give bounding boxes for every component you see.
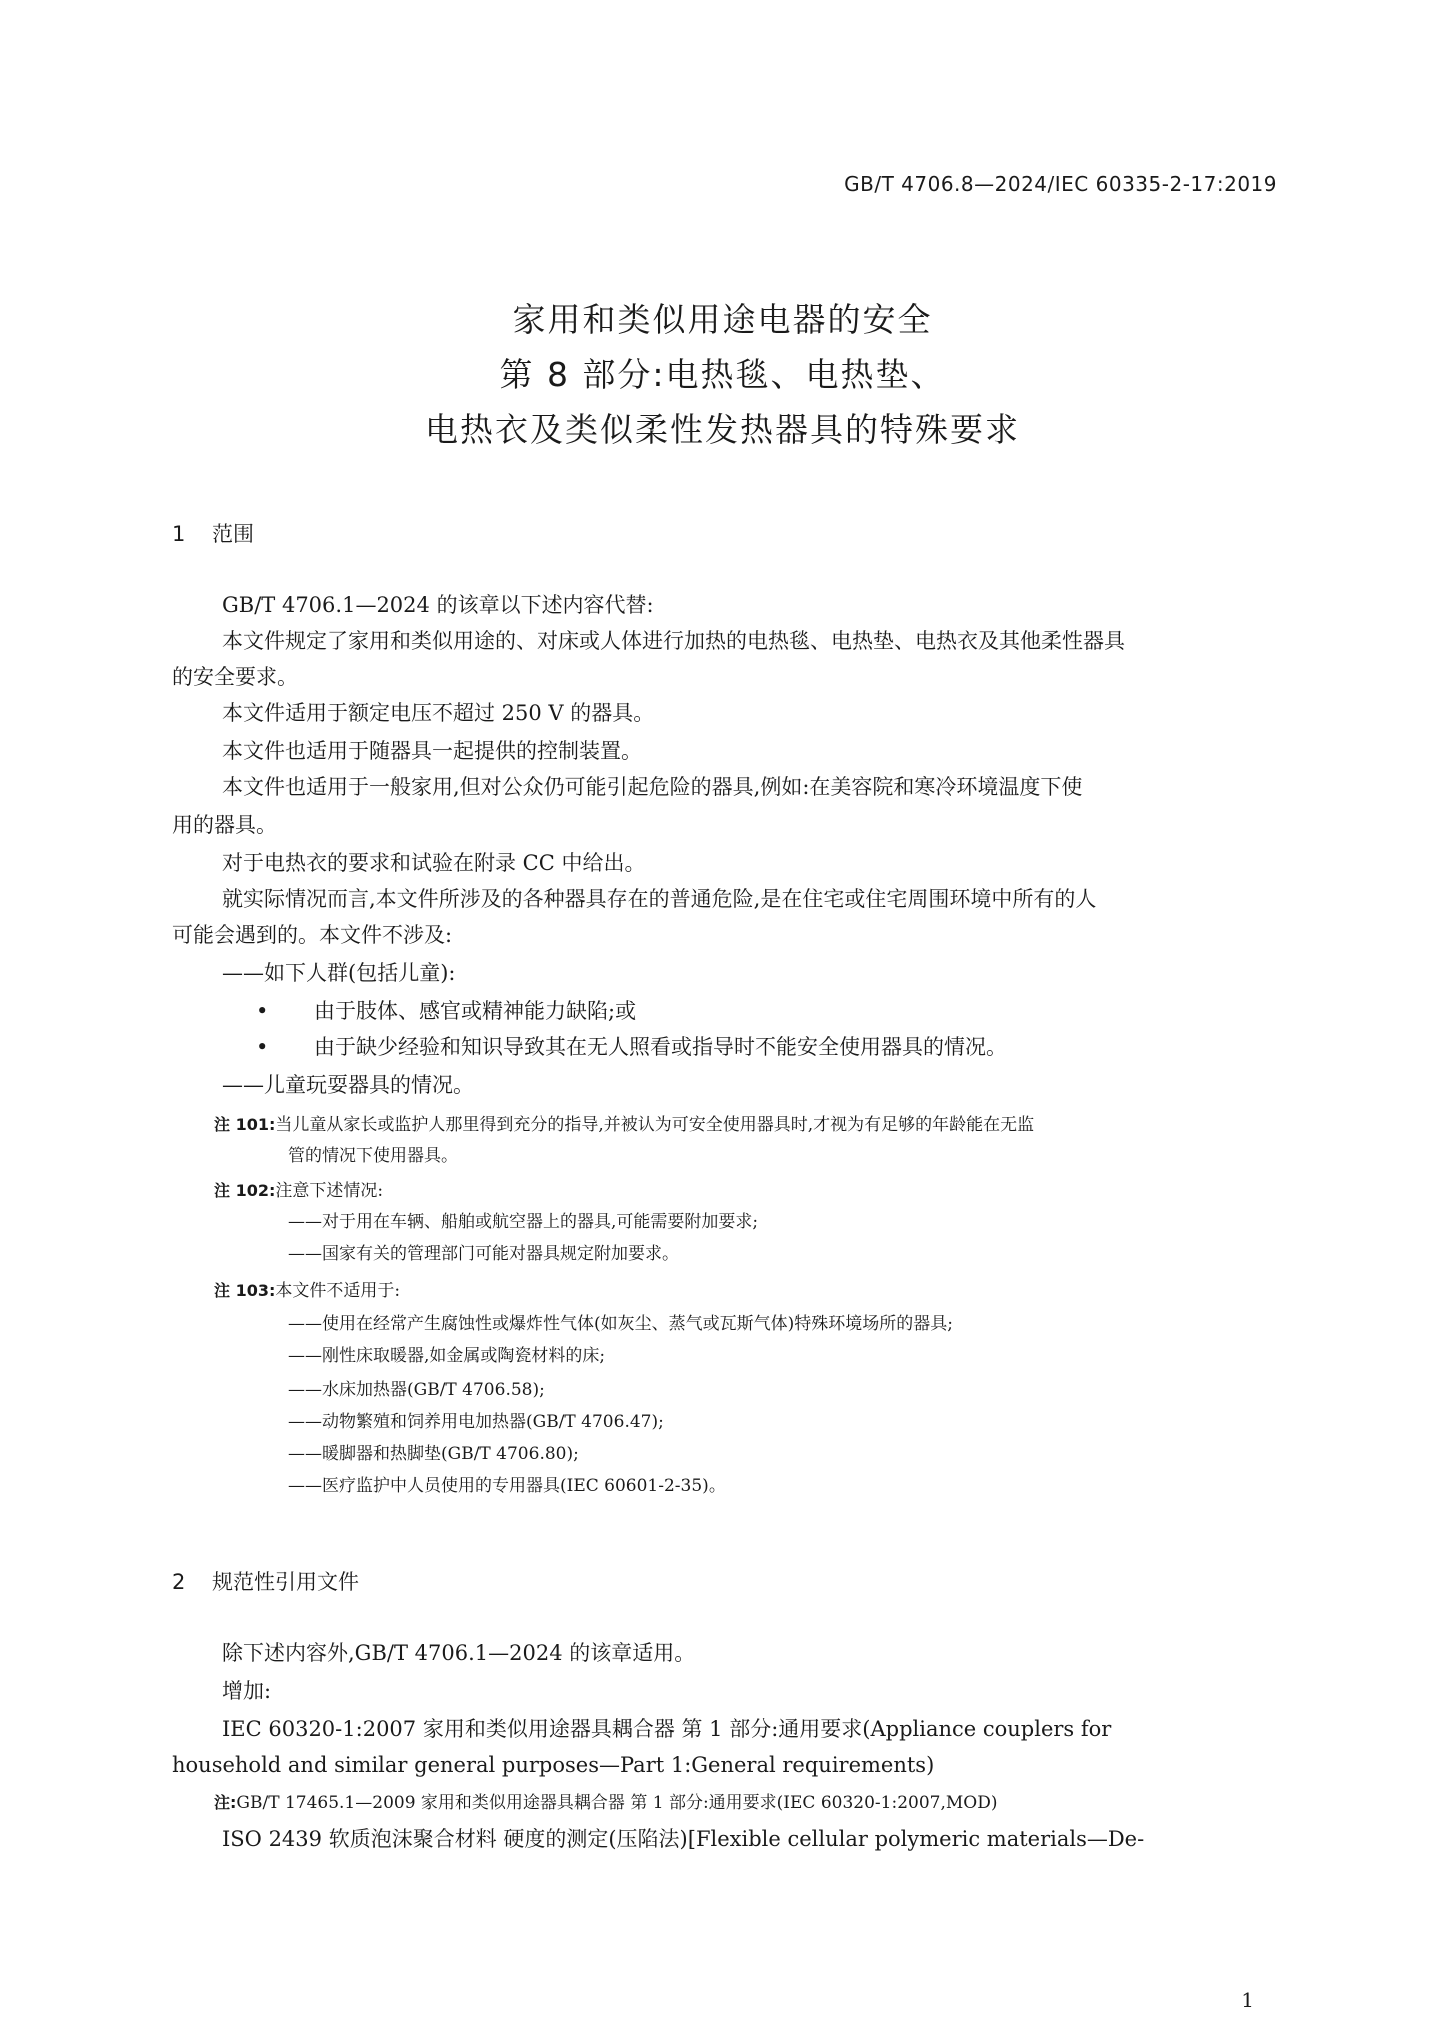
note-item: ——水床加热器(GB/T 4706.58); [288, 1380, 545, 1400]
note-label: 注 102: [214, 1181, 276, 1200]
document-title [0, 292, 1445, 457]
note-item: ——使用在经常产生腐蚀性或爆炸性气体(如灰尘、蒸气或瓦斯气体)特殊环境场所的器具; [288, 1314, 953, 1334]
reference-entry: ISO 2439 软质泡沫聚合材料 硬度的测定(压陷法)[Flexible cellular polymeric materials—De- [222, 1827, 1145, 1851]
note-text-continued: 管的情况下使用器具。 [288, 1146, 458, 1166]
note-102 [214, 1176, 383, 1206]
section-1-number: 1 [172, 522, 186, 546]
title-line-2: 第 8 部分:电热毯、电热垫、 [499, 355, 946, 394]
note-label: 注 101: [214, 1115, 276, 1134]
bullet-item [256, 1030, 1007, 1064]
paragraph: 用的器具。 [172, 813, 277, 837]
note-101 [214, 1110, 1034, 1140]
paragraph: 本文件也适用于随器具一起提供的控制装置。 [222, 739, 642, 763]
note-item: ——国家有关的管理部门可能对器具规定附加要求。 [288, 1244, 679, 1264]
paragraph: 本文件也适用于一般家用,但对公众仍可能引起危险的器具,例如:在美容院和寒冷环境温度下使 [222, 775, 1083, 799]
section-2-title: 规范性引用文件 [212, 1570, 359, 1594]
paragraph: 本文件规定了家用和类似用途的、对床或人体进行加热的电热毯、电热垫、电热衣及其他柔性器具 [222, 629, 1125, 653]
paragraph: 除下述内容外,GB/T 4706.1—2024 的该章适用。 [222, 1641, 696, 1665]
dash-item: ——如下人群(包括儿童): [222, 961, 456, 985]
reference-entry: IEC 60320-1:2007 家用和类似用途器具耦合器 第 1 部分:通用要求(Appliance couplers for [222, 1717, 1112, 1741]
dash-item: ——儿童玩耍器具的情况。 [222, 1073, 474, 1097]
paragraph: 对于电热衣的要求和试验在附录 CC 中给出。 [222, 851, 646, 875]
title-line-1: 家用和类似用途电器的安全 [512, 300, 933, 339]
bullet-text: 由于缺少经验和知识导致其在无人照看或指导时不能安全使用器具的情况。 [314, 1035, 1007, 1059]
section-1-title: 范围 [212, 522, 254, 546]
paragraph: GB/T 4706.1—2024 的该章以下述内容代替: [222, 593, 654, 617]
page-number: 1 [1241, 1988, 1254, 2012]
paragraph: 的安全要求。 [172, 665, 298, 689]
section-2-number: 2 [172, 1570, 186, 1594]
note-text: GB/T 17465.1—2009 家用和类似用途器具耦合器 第 1 部分:通用要求(IEC 60320-1:2007,MOD) [236, 1793, 998, 1813]
bullet-text: 由于肢体、感官或精神能力缺陷;或 [314, 999, 637, 1023]
note-label: 注: [214, 1793, 237, 1812]
note-label: 注 103: [214, 1281, 276, 1300]
bullet-icon: • [256, 1035, 269, 1059]
standard-number-header: GB/T 4706.8—2024/IEC 60335-2-17:2019 [844, 172, 1277, 196]
note-item: ——动物繁殖和饲养用电加热器(GB/T 4706.47); [288, 1412, 664, 1432]
note-text: 本文件不适用于: [275, 1281, 401, 1301]
note-item: ——对于用在车辆、船舶或航空器上的器具,可能需要附加要求; [288, 1212, 759, 1232]
section-2-heading [172, 1566, 359, 1596]
reference-entry-continued: household and similar general purposes—Part 1:General requirements) [172, 1753, 935, 1777]
note-103 [214, 1276, 400, 1306]
note-item: ——医疗监护中人员使用的专用器具(IEC 60601-2-35)。 [288, 1476, 726, 1496]
title-line-3: 电热衣及类似柔性发热器具的特殊要求 [425, 410, 1020, 449]
paragraph: 就实际情况而言,本文件所涉及的各种器具存在的普通危险,是在住宅或住宅周围环境中所有的人 [222, 887, 1097, 911]
bullet-item [256, 994, 636, 1028]
bullet-icon: • [256, 999, 269, 1023]
note-text: 当儿童从家长或监护人那里得到充分的指导,并被认为可安全使用器具时,才视为有足够的年龄能在无监 [275, 1115, 1035, 1135]
note-item: ——刚性床取暖器,如金属或陶瓷材料的床; [288, 1346, 606, 1366]
note-text: 注意下述情况: [275, 1181, 384, 1201]
reference-note [214, 1788, 997, 1818]
paragraph: 可能会遇到的。本文件不涉及: [172, 923, 453, 947]
note-item: ——暖脚器和热脚垫(GB/T 4706.80); [288, 1444, 579, 1464]
paragraph: 增加: [222, 1679, 272, 1703]
paragraph: 本文件适用于额定电压不超过 250 V 的器具。 [222, 701, 655, 725]
section-1-heading [172, 518, 254, 548]
